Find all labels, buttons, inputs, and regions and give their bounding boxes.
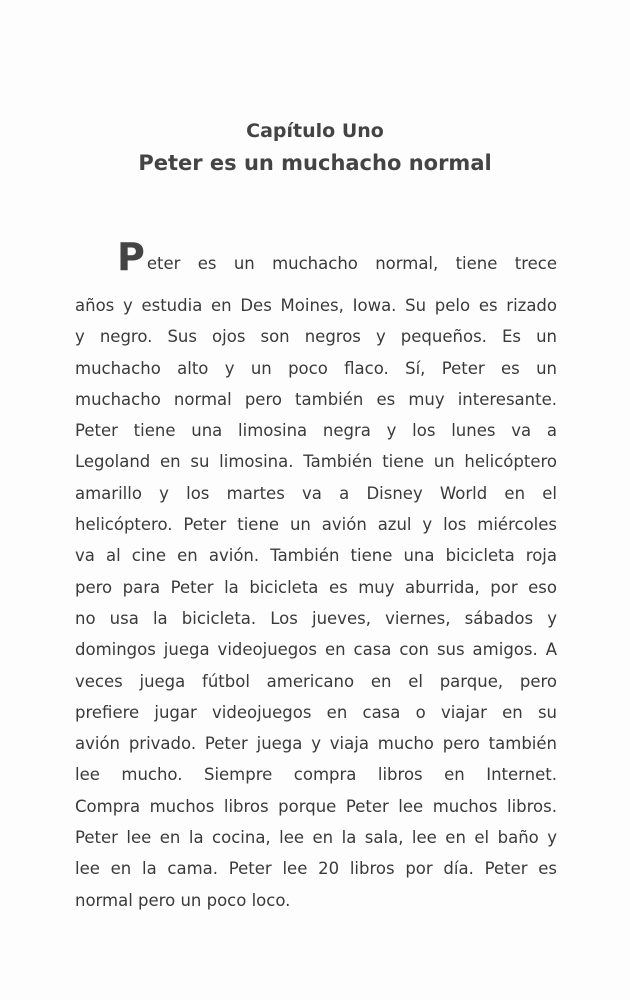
chapter-label: Capítulo Uno [246, 120, 384, 142]
first-line-text: eter es un muchacho normal, tiene trece [146, 254, 557, 273]
text-line: helicóptero. Peter tiene un avión azul y los miércoles [75, 515, 557, 535]
text-line: pero para Peter la bicicleta es muy aburrida, por eso [75, 577, 557, 597]
text-line: muchacho normal pero también es muy interesante. [75, 389, 557, 409]
drop-cap: P [117, 235, 145, 279]
text-line: normal pero un poco loco. [75, 890, 291, 910]
text-line: Compra muchos libros porque Peter lee muchos libros. [75, 796, 557, 816]
text-line: lee en la cama. Peter lee 20 libros por día. Peter es [75, 859, 557, 879]
text-line: amarillo y los martes va a Disney World en el [75, 483, 557, 503]
text-line: años y estudia en Des Moines, Iowa. Su pelo es rizado [75, 296, 557, 315]
text-line: y negro. Sus ojos son negros y pequeños. Es un [75, 327, 557, 347]
text-line: va al cine en avión. También tiene una bicicleta roja [75, 546, 557, 566]
text-line: lee mucho. Siempre compra libros en Internet. [75, 765, 557, 785]
text-line: no usa la bicicleta. Los jueves, viernes, sábados y [75, 608, 557, 628]
text-line: Legoland en su limosina. También tiene un helicóptero [75, 452, 557, 472]
text-line: muchacho alto y un poco flaco. Sí, Peter es un [75, 358, 557, 378]
text-line: prefiere jugar videojuegos en casa o viajar en su [75, 702, 557, 722]
text-line: Peter lee en la cocina, lee en la sala, lee en el baño y [75, 828, 557, 848]
text-line: avión privado. Peter juega y viaja mucho pero también [75, 734, 557, 754]
first-line [117, 235, 557, 279]
text-line: domingos juega videojuegos en casa con sus amigos. A [75, 640, 557, 660]
text-line: veces juega fútbol americano en el parque, pero [75, 671, 557, 691]
chapter-title: Peter es un muchacho normal [138, 151, 492, 175]
chapter-body [75, 290, 557, 916]
text-line: Peter tiene una limosina negra y los lunes va a [75, 421, 557, 441]
